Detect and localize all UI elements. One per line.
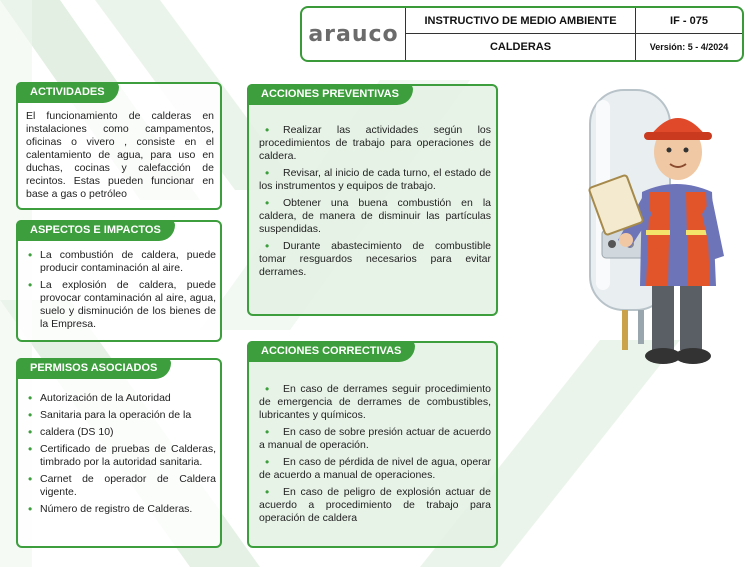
preventivas-title: ACCIONES PREVENTIVAS <box>247 84 413 105</box>
list-item: • Número de registro de Calderas. <box>26 503 216 516</box>
preventivas-list <box>259 124 491 283</box>
list-item: • Carnet de operador de Caldera vigente. <box>26 473 216 499</box>
list-item: • Autorización de la Autoridad <box>26 392 216 405</box>
list-item: • La combustión de caldera, puede producir contaminación al aire. <box>26 249 216 275</box>
list-item: • Durante abastecimiento de combustible tomar resguardos necesarios para evitar derrames. <box>259 240 491 279</box>
correctivas-title: ACCIONES CORRECTIVAS <box>247 341 415 362</box>
list-item: • En caso de sobre presión actuar de acuerdo a manual de operación. <box>259 426 491 452</box>
list-item: • Certificado de pruebas de Calderas, timbrado por la autoridad sanitaria. <box>26 443 216 469</box>
aspectos-title: ASPECTOS E IMPACTOS <box>16 220 175 241</box>
document-title: INSTRUCTIVO DE MEDIO AMBIENTE <box>406 8 636 34</box>
list-item: • En caso de pérdida de nivel de agua, operar de acuerdo a manual de operaciones. <box>259 456 491 482</box>
list-item: • Realizar las actividades según los procedimientos de trabajo para operaciones de caldera. <box>259 124 491 163</box>
permisos-title: PERMISOS ASOCIADOS <box>16 358 171 379</box>
list-item: • Obtener una buena combustión en la caldera, de manera de disminuir las partículas suspendidas. <box>259 197 491 236</box>
arauco-logo: arauco <box>302 8 406 60</box>
correctivas-list <box>259 383 491 529</box>
document-code: IF - 075 <box>636 8 742 34</box>
actividades-text: El funcionamiento de calderas en instalaciones como campamentos, oficinas o vivero , consiste en el calentamiento de agua, para uso en duchas, cocinas y calefacción de recintos. Estas pueden funcionar en base a gas o petróleo <box>26 110 214 200</box>
list-item: • En caso de peligro de explosión actuar de acuerdo a procedimiento de trabajo para operación de caldera <box>259 486 491 525</box>
list-item: • Revisar, al inicio de cada turno, el estado de los instrumentos y equipos de trabajo. <box>259 167 491 193</box>
aspectos-list <box>26 249 216 335</box>
preventivas-panel <box>247 84 498 316</box>
document-version: Versión: 5 - 4/2024 <box>649 42 729 52</box>
actividades-title: ACTIVIDADES <box>16 82 119 103</box>
document-header <box>300 6 744 62</box>
list-item: • Sanitaria para la operación de la <box>26 409 216 422</box>
list-item: • caldera (DS 10) <box>26 426 216 439</box>
aspectos-panel <box>16 220 222 342</box>
correctivas-panel <box>247 341 498 548</box>
permisos-list <box>26 392 216 520</box>
list-item: • En caso de derrames seguir procedimiento de emergencia de derrames de combustibles, lubricantes y químicos. <box>259 383 491 422</box>
document-subject: CALDERAS <box>406 34 636 60</box>
permisos-panel <box>16 358 222 548</box>
actividades-panel <box>16 82 222 210</box>
worker-boiler-illustration <box>530 80 740 380</box>
list-item: • La explosión de caldera, puede provocar contaminación al aire, agua, suelo y disminución de los bienes de la Empresa. <box>26 279 216 331</box>
